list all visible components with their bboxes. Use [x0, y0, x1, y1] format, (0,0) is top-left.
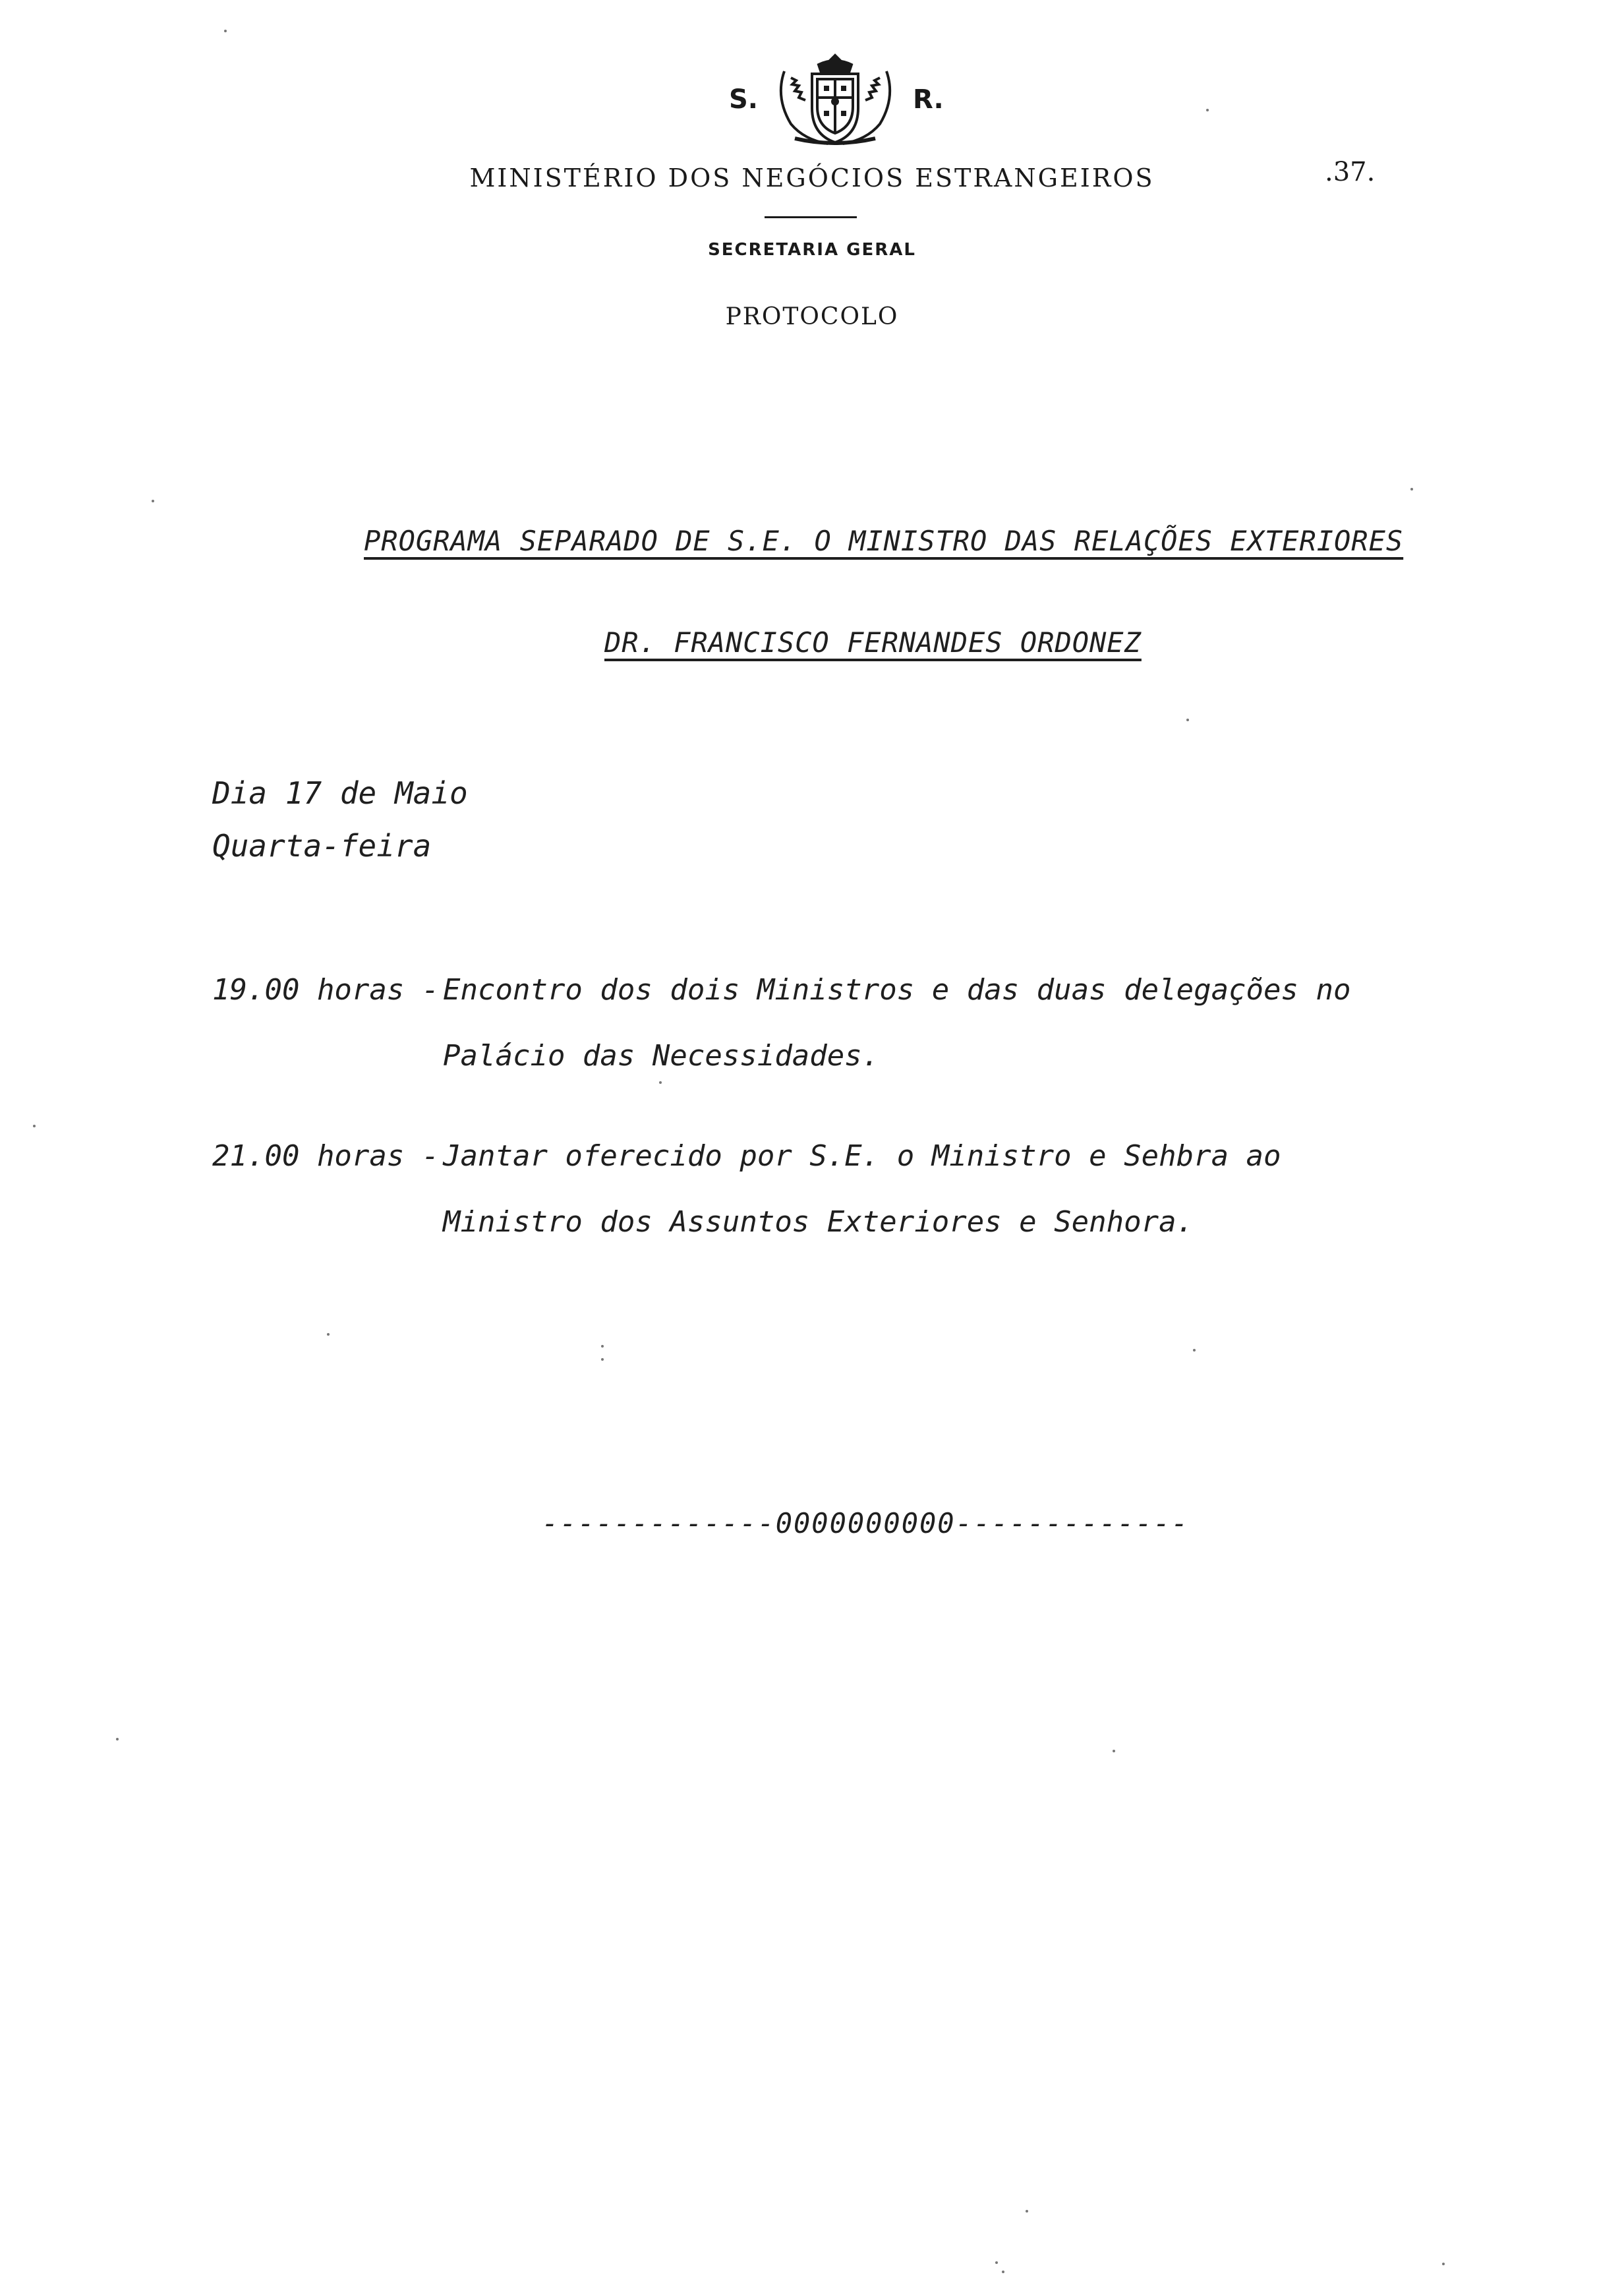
scan-speck [327, 1333, 330, 1336]
heading-rule [765, 216, 857, 218]
program-title: PROGRAMA SEPARADO DE S.E. O MINISTRO DAS RELAÇÕES EXTERIORES [364, 525, 1404, 557]
scan-speck [224, 30, 227, 32]
scan-speck [601, 1358, 604, 1361]
schedule-date: Dia 17 de Maio [212, 775, 468, 811]
scan-speck [1186, 719, 1189, 721]
scan-speck [995, 2261, 998, 2264]
event-description-continued: Ministro dos Assuntos Exteriores e Senhora. [443, 1205, 1194, 1239]
scan-speck [1193, 1349, 1196, 1352]
scan-speck [1410, 488, 1413, 490]
scan-speck [1206, 109, 1209, 111]
page-number: .37. [1325, 157, 1376, 187]
scan-speck [1002, 2271, 1004, 2273]
scan-speck [1442, 2263, 1445, 2265]
ministry-heading: MINISTÉRIO DOS NEGÓCIOS ESTRANGEIROS [469, 164, 1155, 193]
scan-speck [659, 1081, 662, 1084]
scan-speck [116, 1738, 119, 1740]
section-heading: PROTOCOLO [725, 303, 899, 330]
scan-speck [33, 1125, 36, 1127]
closing-divider: -------------0000000000------------- [542, 1507, 1190, 1539]
scan-speck [601, 1345, 604, 1348]
event-description-continued: Palácio das Necessidades. [443, 1039, 880, 1073]
scan-speck [1026, 2210, 1028, 2213]
department-heading: SECRETARIA GERAL [708, 240, 916, 260]
coat-of-arms-icon [771, 51, 900, 150]
scan-speck [1113, 1750, 1115, 1752]
event-description: Encontro dos dois Ministros e das duas delegações no [443, 973, 1351, 1007]
letterhead-left-letter: S. [729, 84, 759, 115]
schedule-weekday: Quarta-feira [212, 828, 432, 864]
event-description: Jantar oferecido por S.E. o Ministro e Sehbra ao [443, 1139, 1281, 1173]
minister-name: DR. FRANCISCO FERNANDES ORDONEZ [604, 626, 1142, 659]
event-time: 19.00 horas - [212, 973, 440, 1007]
event-time: 21.00 horas - [212, 1139, 440, 1173]
letterhead-right-letter: R. [913, 84, 944, 115]
scan-speck [152, 500, 154, 502]
